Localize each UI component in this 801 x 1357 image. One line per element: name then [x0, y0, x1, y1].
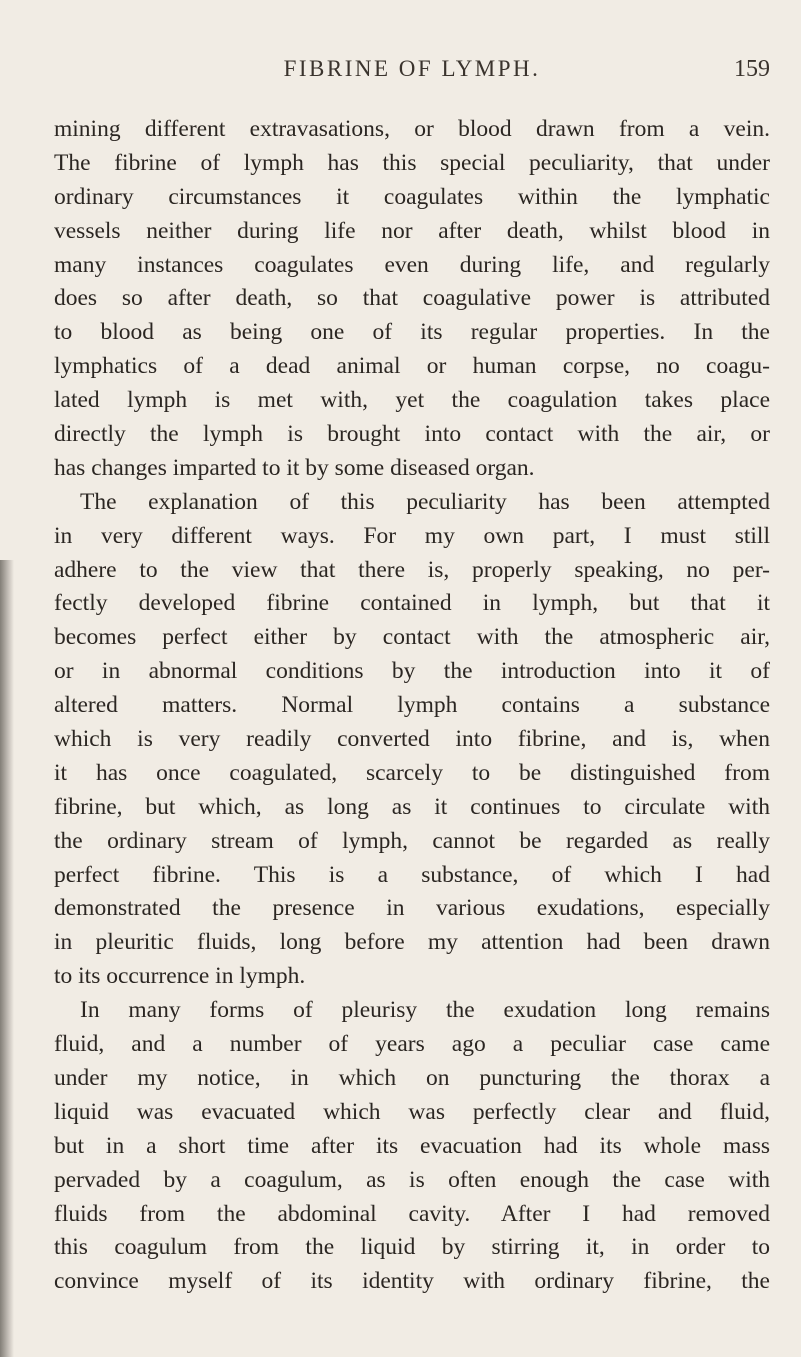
text-line: under my notice, in which on puncturing the thorax a — [54, 1064, 770, 1091]
binding-shadow — [0, 560, 14, 1357]
text-line: The explanation of this peculiarity has been attempted — [80, 488, 770, 515]
page-number: 159 — [734, 56, 770, 82]
text-line: has changes imparted to it by some diseased organ. — [54, 454, 535, 481]
text-line: in very different ways. For my own part, I must still — [54, 522, 770, 549]
text-line: fluids from the abdominal cavity. After I had removed — [54, 1200, 770, 1227]
text-line: but in a short time after its evacuation had its whole mass — [54, 1132, 770, 1159]
text-line: The fibrine of lymph has this special peculiarity, that under — [54, 149, 770, 176]
text-line: or in abnormal conditions by the introduction into it of — [54, 658, 770, 685]
running-head-title: FIBRINE OF LYMPH. — [283, 56, 541, 81]
text-line: demonstrated the presence in various exudations, especially — [54, 895, 770, 922]
text-line: the ordinary stream of lymph, cannot be regarded as really — [54, 827, 770, 854]
text-line: ordinary circumstances it coagulates within the lymphatic — [54, 183, 770, 210]
text-line: does so after death, so that coagulative power is attributed — [54, 285, 770, 312]
text-line: this coagulum from the liquid by stirring it, in order to — [54, 1234, 770, 1261]
text-line: fibrine, but which, as long as it continues to circulate with — [54, 793, 770, 820]
text-line: adhere to the view that there is, properly speaking, no per- — [54, 556, 770, 583]
text-line: perfect fibrine. This is a substance, of which I had — [54, 861, 770, 888]
text-line: In many forms of pleurisy the exudation long remains — [80, 997, 770, 1024]
text-line: fluid, and a number of years ago a peculiar case came — [54, 1031, 770, 1058]
text-line: to its occurrence in lymph. — [54, 963, 306, 990]
text-line: in pleuritic fluids, long before my attention had been drawn — [54, 929, 770, 956]
text-line: it has once coagulated, scarcely to be distinguished from — [54, 759, 770, 786]
text-line: fectly developed fibrine contained in lymph, but that it — [54, 590, 770, 617]
body-text — [54, 113, 770, 1299]
text-line: mining different extravasations, or blood drawn from a vein. — [54, 116, 770, 142]
text-line: pervaded by a coagulum, as is often enough the case with — [54, 1166, 770, 1193]
text-line: altered matters. Normal lymph contains a substance — [54, 692, 770, 719]
text-line: liquid was evacuated which was perfectly clear and fluid, — [54, 1098, 770, 1125]
text-line: many instances coagulates even during life, and regularly — [54, 251, 770, 278]
text-line: directly the lymph is brought into contact with the air, or — [54, 421, 770, 448]
running-head — [54, 56, 770, 86]
text-line: which is very readily converted into fibrine, and is, when — [54, 726, 770, 753]
text-line: to blood as being one of its regular properties. In the — [54, 319, 770, 346]
text-line: becomes perfect either by contact with the atmospheric air, — [54, 624, 770, 651]
text-line: convince myself of its identity with ordinary fibrine, the — [54, 1268, 770, 1295]
text-line: vessels neither during life nor after death, whilst blood in — [54, 217, 770, 244]
text-line: lymphatics of a dead animal or human corpse, no coagu- — [54, 353, 770, 380]
text-line: lated lymph is met with, yet the coagulation takes place — [54, 387, 770, 414]
